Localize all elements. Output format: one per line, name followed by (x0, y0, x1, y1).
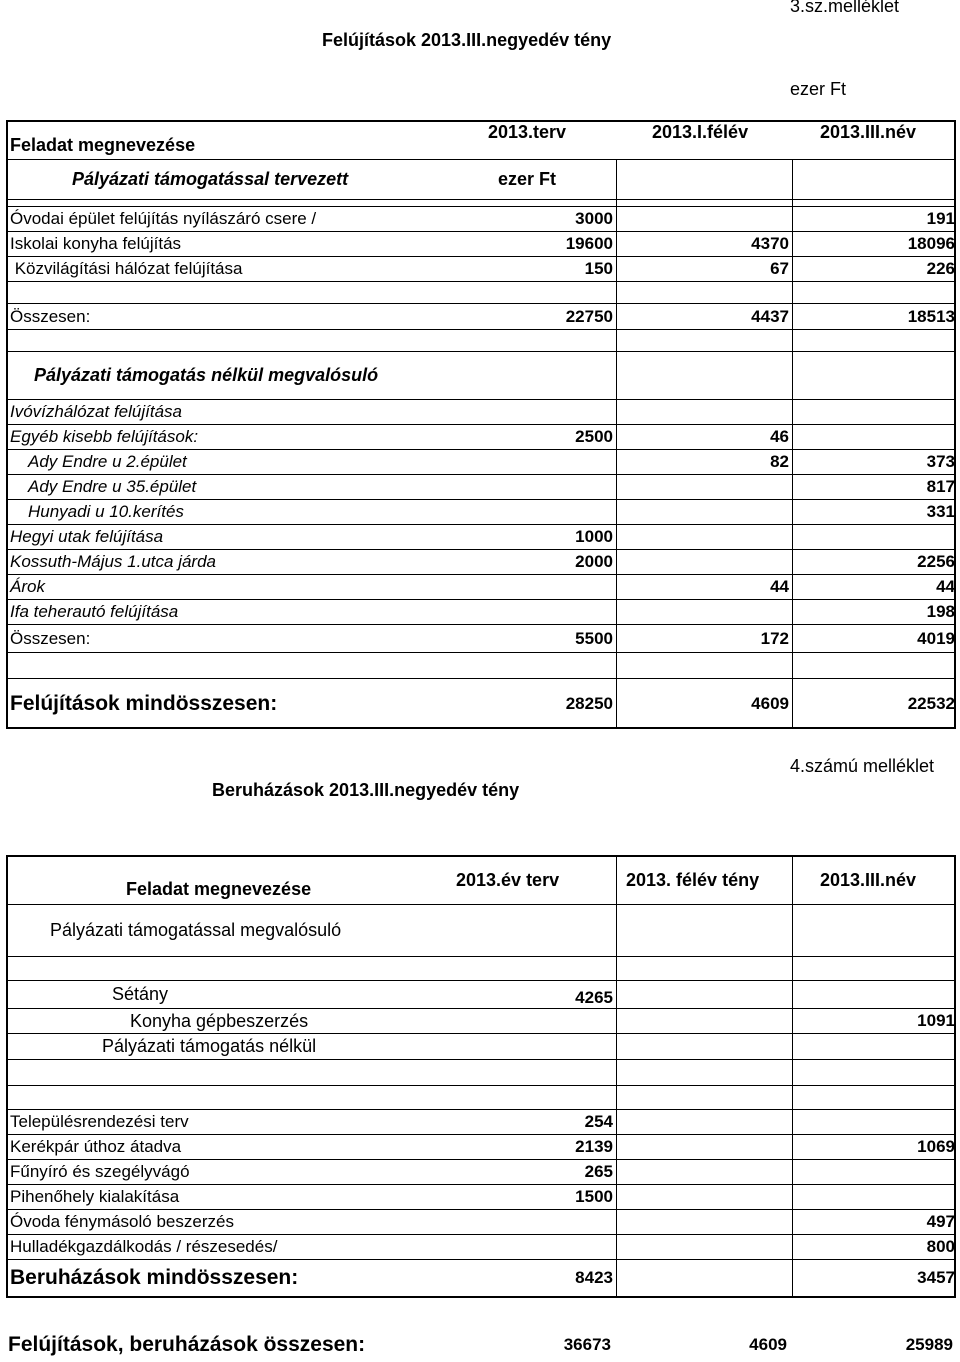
unit-label: ezer Ft (790, 79, 847, 99)
table-row: Óvoda fénymásoló beszerzés 497 (8, 1210, 954, 1235)
grand-total-label: Beruházások mindösszesen: (10, 1266, 299, 1289)
col-header-plan: 2013.év terv (456, 870, 560, 890)
group-title-tendered: Pályázati támogatással megvalósuló (50, 920, 342, 940)
table-row: Hunyadi u 10.kerítés 331 (8, 500, 954, 525)
page-title-renovations: Felújítások 2013.III.negyedév tény (322, 30, 612, 50)
col-header-name: Feladat megnevezése (10, 135, 196, 155)
group-title-untendered: Pályázati támogatás nélkül (102, 1036, 317, 1056)
col-header-half: 2013.I.félév (652, 122, 749, 142)
page-title-investments: Beruházások 2013.III.negyedév tény (212, 780, 520, 800)
table-row: Iskolai konyha felújítás 19600 4370 18096 (8, 232, 954, 257)
table-row: Ady Endre u 2.épület 82 373 (8, 450, 954, 475)
table-row: Ifa teherautó felújítása 198 (8, 600, 954, 625)
table-row: Konyha gépbeszerzés 1091 (8, 1009, 954, 1034)
table-row: Közvilágítási hálózat felújítása 150 67 226 (8, 257, 954, 282)
renovations-table (6, 120, 956, 729)
col-header-q3: 2013.III.név (820, 122, 917, 142)
group-title-row (8, 352, 954, 400)
grand-total-row: Beruházások mindösszesen: 8423 3457 (8, 1260, 954, 1296)
table-row: Kerékpár úthoz átadva 2139 1069 (8, 1135, 954, 1160)
grand-total-label: Felújítások mindösszesen: (10, 692, 278, 715)
subtotal-label: Összesen: (10, 306, 91, 326)
table-row: Kossuth-Május 1.utca járda 2000 2256 (8, 550, 954, 575)
table-header-row (8, 857, 954, 905)
table-row: Egyéb kisebb felújítások: 2500 46 (8, 425, 954, 450)
table-row: Településrendezési terv 254 (8, 1110, 954, 1135)
table-header-row (8, 122, 954, 160)
table-row: Óvodai épület felújítás nyílászáró csere / 3000 191 (8, 207, 954, 232)
group-title-tendered: Pályázati támogatással tervezett (72, 169, 349, 189)
group-title-row (8, 1034, 954, 1060)
table-row: Sétány 4265 (8, 981, 954, 1009)
table-row: Árok 44 44 (8, 575, 954, 600)
table-row: Ady Endre u 35.épület 817 (8, 475, 954, 500)
col-header-half: 2013. félév tény (626, 870, 760, 890)
subtotal-row: Összesen: 5500 172 4019 (8, 625, 954, 653)
group-title-row (8, 905, 954, 957)
group-title-row (8, 160, 954, 200)
table-row: Ivóvízhálózat felújítása (8, 400, 954, 425)
col-header-plan: 2013.terv (488, 122, 567, 142)
annex-label-4: 4.számú melléklet (790, 756, 935, 776)
overall-total-row: Felújítások, beruházások összesen: 36673 4609 25989 (6, 1330, 956, 1360)
annex-label-3: 3.sz.melléklet (790, 0, 900, 16)
col-header-name: Feladat megnevezése (126, 879, 312, 899)
subtotal-row: Összesen: 22750 4437 18513 (8, 304, 954, 330)
group-title-untendered: Pályázati támogatás nélkül megvalósuló (34, 365, 379, 385)
col-header-q3: 2013.III.név (820, 870, 917, 890)
investments-table (6, 855, 956, 1298)
table-row: Hegyi utak felújítása 1000 (8, 525, 954, 550)
overall-total-label: Felújítások, beruházások összesen: (8, 1333, 366, 1356)
table-row: Hulladékgazdálkodás / részesedés/ 800 (8, 1235, 954, 1260)
grand-total-row: Felújítások mindösszesen: 28250 4609 22532 (8, 679, 954, 729)
group-unit: ezer Ft (498, 169, 557, 189)
table-row: Fűnyíró és szegélyvágó 265 (8, 1160, 954, 1185)
table-row: Pihenőhely kialakítása 1500 (8, 1185, 954, 1210)
